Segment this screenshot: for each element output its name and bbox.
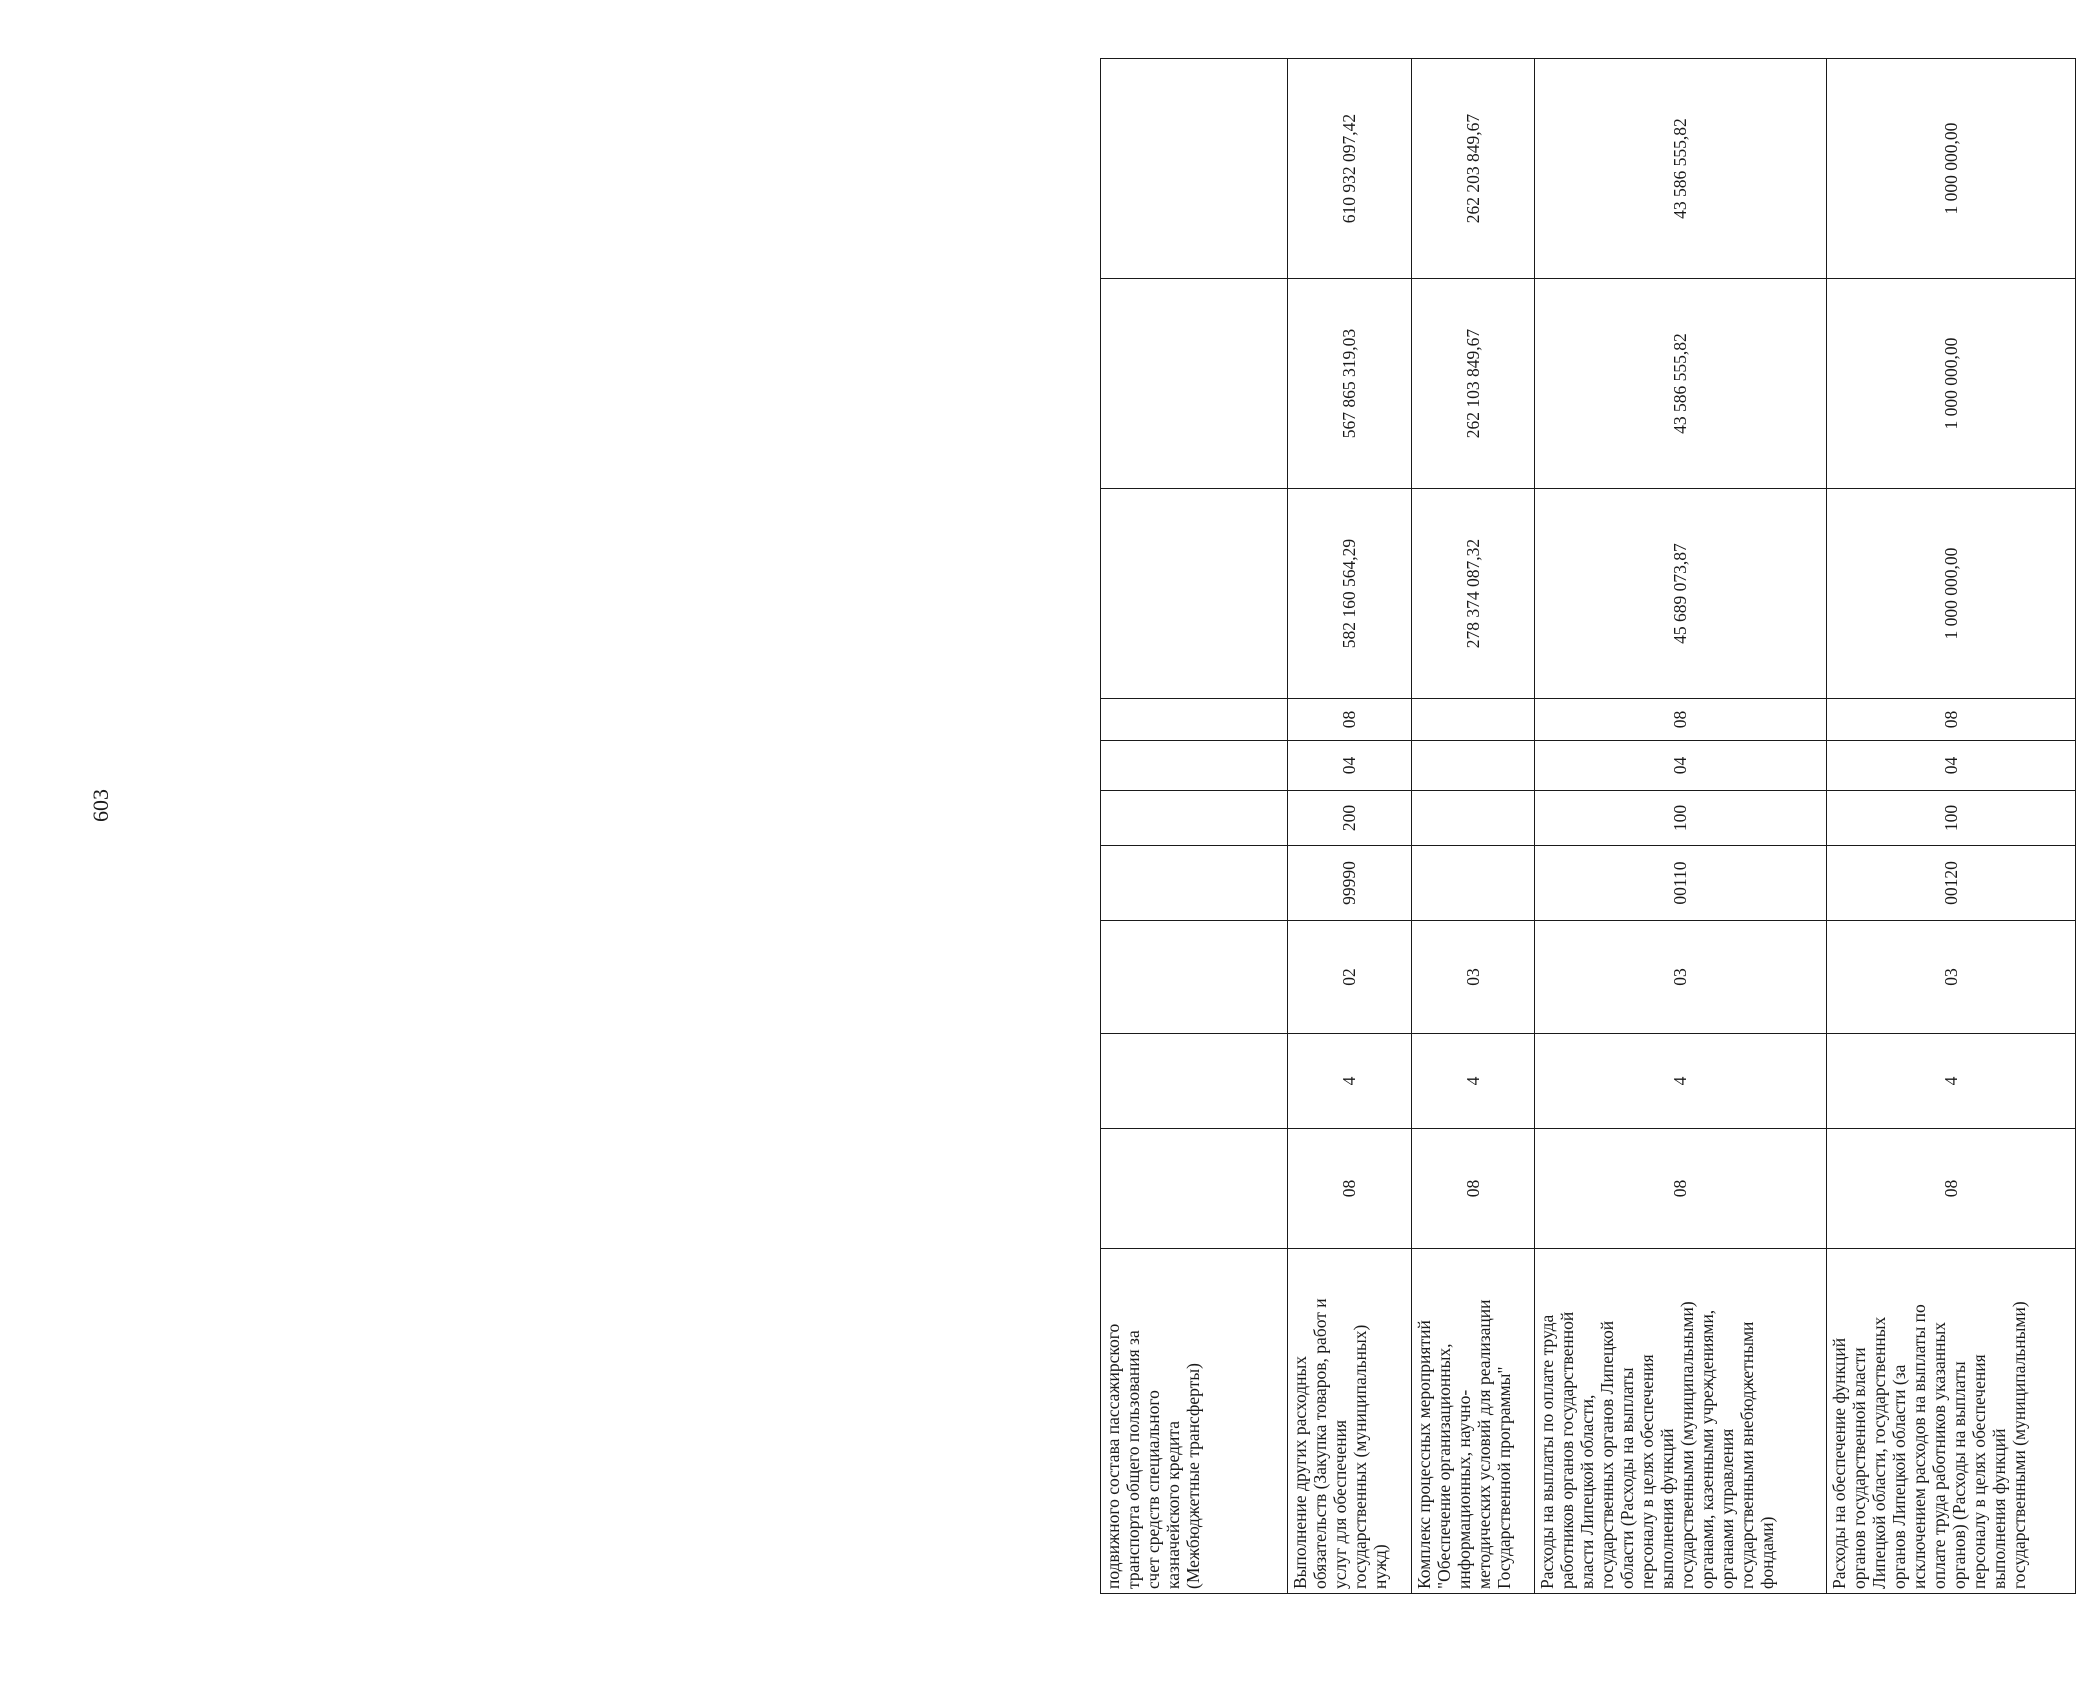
cell-sum-3: 610 932 097,42 [1287,59,1411,279]
cell-ssp [1101,921,1288,1034]
row-description: Расходы на выплаты по оплате труда работников органов государственной власти Липецкой области, государственных органов Липецкой области (Расходы на выплаты персоналу в целях обеспечения выполнения функций государственными (муниципальными) органами, казенными учреждениями, органами управления государственными внебюджетными фондами) [1534,1249,1827,1594]
cell-pr: 08 [1827,699,2076,741]
cell-sum-2: 43 586 555,82 [1534,279,1827,489]
cell-sum-2: 1 000 000,00 [1827,279,2076,489]
cell-vr: 200 [1287,791,1411,846]
cell-sum-1: 45 689 073,87 [1534,489,1827,699]
cell-sum-1: 1 000 000,00 [1827,489,2076,699]
cell-sum-1: 582 160 564,29 [1287,489,1411,699]
table-row [1412,59,1534,1594]
cell-vr [1412,791,1534,846]
budget-table [1100,58,2076,1594]
cell-gp: 08 [1827,1129,2076,1249]
cell-sum-2: 567 865 319,03 [1287,279,1411,489]
cell-pp: 4 [1287,1034,1411,1129]
cell-code: 00120 [1827,846,2076,921]
row-description: подвижного состава пассажирского транспорта общего пользования за счет средств специального казначейского кредита (Межбюджетные трансферты) [1101,1249,1288,1594]
cell-pr: 08 [1287,699,1411,741]
cell-sum-3 [1101,59,1288,279]
cell-pr [1101,699,1288,741]
cell-sum-2: 262 103 849,67 [1412,279,1534,489]
cell-rz [1412,741,1534,791]
cell-gp: 08 [1287,1129,1411,1249]
cell-pp: 4 [1827,1034,2076,1129]
cell-pp: 4 [1412,1034,1534,1129]
table-row [1827,59,2076,1594]
cell-ssp: 02 [1287,921,1411,1034]
cell-rz: 04 [1534,741,1827,791]
table-row [1101,59,1288,1594]
cell-sum-1: 278 374 087,32 [1412,489,1534,699]
cell-pr [1412,699,1534,741]
cell-pp: 4 [1534,1034,1827,1129]
cell-vr: 100 [1827,791,2076,846]
table-row [1287,59,1411,1594]
row-description: Расходы на обеспечение функций органов государственной власти Липецкой области, государственных органов Липецкой области (за исключением расходов на выплаты по оплате труда работников указанных органов) (Расходы на выплаты персоналу в целях обеспечения выполнения функций государственными (муниципальными) [1827,1249,2076,1594]
cell-gp [1101,1129,1288,1249]
cell-sum-1 [1101,489,1288,699]
cell-gp: 08 [1412,1129,1534,1249]
cell-rz [1101,741,1288,791]
cell-vr [1101,791,1288,846]
cell-sum-3: 1 000 000,00 [1827,59,2076,279]
cell-ssp: 03 [1827,921,2076,1034]
row-description: Комплекс процессных мероприятий "Обеспечение организационных, информационных, научно- методических условий для реализации Государственной программы" [1412,1249,1534,1594]
cell-ssp: 03 [1412,921,1534,1034]
cell-ssp: 03 [1534,921,1827,1034]
table-row [1534,59,1827,1594]
cell-code [1101,846,1288,921]
cell-sum-2 [1101,279,1288,489]
cell-sum-3: 262 203 849,67 [1412,59,1534,279]
cell-code: 00110 [1534,846,1827,921]
page-number: 603 [88,789,113,822]
cell-code [1412,846,1534,921]
cell-sum-3: 43 586 555,82 [1534,59,1827,279]
cell-vr: 100 [1534,791,1827,846]
row-description: Выполнение других расходных обязательств (Закупка товаров, работ и услуг для обеспечения государственных (муниципальных) нужд) [1287,1249,1411,1594]
budget-table-sheet [1100,59,2076,1594]
cell-gp: 08 [1534,1129,1827,1249]
cell-pr: 08 [1534,699,1827,741]
cell-code: 99990 [1287,846,1411,921]
cell-pp [1101,1034,1288,1129]
cell-rz: 04 [1827,741,2076,791]
cell-rz: 04 [1287,741,1411,791]
